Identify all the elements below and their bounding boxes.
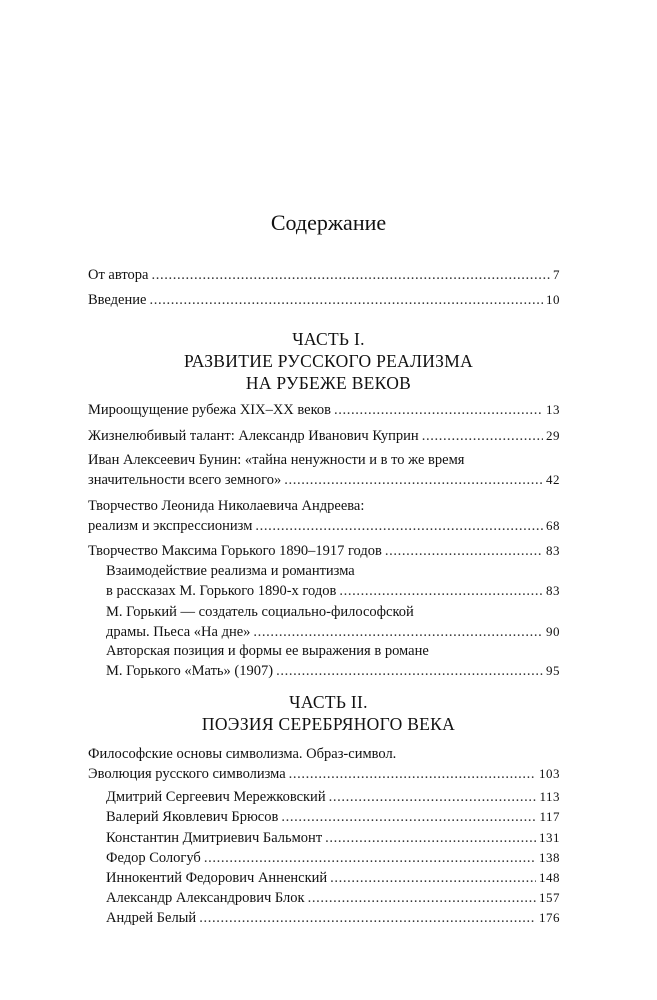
toc-subentry[interactable] <box>106 602 560 642</box>
entry-text: значительности всего земного» <box>88 472 282 488</box>
page-number: 10 <box>546 292 560 307</box>
entry-text: М. Горький — создатель социально-философской <box>106 604 414 620</box>
toc-entry[interactable] <box>88 265 560 285</box>
entry-text: Философские основы символизма. Образ-символ. <box>88 746 397 762</box>
page-number: 113 <box>539 789 560 804</box>
toc-entry[interactable] <box>88 290 560 310</box>
page-number: 42 <box>546 472 560 487</box>
page-number: 7 <box>553 267 560 282</box>
toc-subentry[interactable] <box>106 807 560 827</box>
page-number: 68 <box>546 518 560 533</box>
entry-text: М. Горького «Мать» (1907) <box>106 663 274 679</box>
toc-entry[interactable] <box>88 426 560 446</box>
part-subtitle: ПОЭЗИЯ СЕРЕБРЯНОГО ВЕКА <box>201 714 456 734</box>
toc-subentry[interactable] <box>106 848 560 868</box>
part-subtitle: РАЗВИТИЕ РУССКОГО РЕАЛИЗМА <box>183 351 474 371</box>
page-number: 148 <box>539 870 560 885</box>
toc-subentry[interactable] <box>106 561 560 601</box>
page-number: 117 <box>539 809 560 824</box>
page-number: 83 <box>546 543 560 558</box>
page-number: 157 <box>539 890 560 905</box>
entry-text: Взаимодействие реализма и романтизма <box>106 563 355 579</box>
toc-subentry[interactable] <box>106 868 560 888</box>
toc-entry[interactable] <box>88 496 560 536</box>
part-heading: ЧАСТЬ II. <box>289 692 368 712</box>
page-number: 83 <box>546 583 560 598</box>
part-heading: ЧАСТЬ I. <box>292 329 365 349</box>
entry-text: Творчество Максима Горького 1890–1917 годов <box>88 543 382 559</box>
page-number: 176 <box>539 910 560 925</box>
toc-subentry[interactable] <box>106 888 560 908</box>
entry-text: Дмитрий Сергеевич Мережковский <box>106 789 326 805</box>
page-title: Содержание <box>270 210 387 235</box>
entry-text: Александр Александрович Блок <box>106 890 305 906</box>
part-subtitle: НА РУБЕЖЕ ВЕКОВ <box>245 373 412 393</box>
toc-subentry[interactable] <box>106 787 560 807</box>
page-number: 103 <box>539 766 560 781</box>
toc-entry[interactable] <box>88 400 560 420</box>
toc-subentry[interactable] <box>106 641 560 681</box>
toc-subentry[interactable] <box>106 908 560 928</box>
page-number: 95 <box>546 663 560 678</box>
entry-text: Жизнелюбивый талант: Александр Иванович Куприн <box>88 428 419 444</box>
entry-text: Творчество Леонида Николаевича Андреева: <box>88 498 365 514</box>
page-number: 13 <box>546 402 560 417</box>
entry-text: реализм и экспрессионизм <box>88 518 253 534</box>
toc-entry[interactable] <box>88 744 560 784</box>
entry-text: Федор Сологуб <box>106 850 201 866</box>
toc-entry[interactable] <box>88 541 560 561</box>
entry-text: Иван Алексеевич Бунин: «тайна ненужности и в то же время <box>88 452 465 468</box>
entry-text: Андрей Белый <box>106 910 197 926</box>
entry-text: Валерий Яковлевич Брюсов <box>106 809 279 825</box>
entry-text: От автора <box>88 267 149 283</box>
page-number: 138 <box>539 850 560 865</box>
page-number: 90 <box>546 624 560 639</box>
toc-subentry[interactable] <box>106 828 560 848</box>
toc-entry[interactable] <box>88 450 560 490</box>
entry-text: Мироощущение рубежа XIX–XX веков <box>88 402 332 418</box>
page-number: 29 <box>546 428 560 443</box>
entry-text: Авторская позиция и формы ее выражения в романе <box>106 643 429 659</box>
entry-text: Иннокентий Федорович Анненский <box>106 870 328 886</box>
entry-text: Константин Дмитриевич Бальмонт <box>106 830 323 846</box>
entry-text: Введение <box>88 292 147 308</box>
entry-text: драмы. Пьеса «На дне» <box>106 624 251 640</box>
entry-text: Эволюция русского символизма <box>88 766 286 782</box>
entry-text: в рассказах М. Горького 1890-х годов <box>106 583 337 599</box>
page-number: 131 <box>539 830 560 845</box>
